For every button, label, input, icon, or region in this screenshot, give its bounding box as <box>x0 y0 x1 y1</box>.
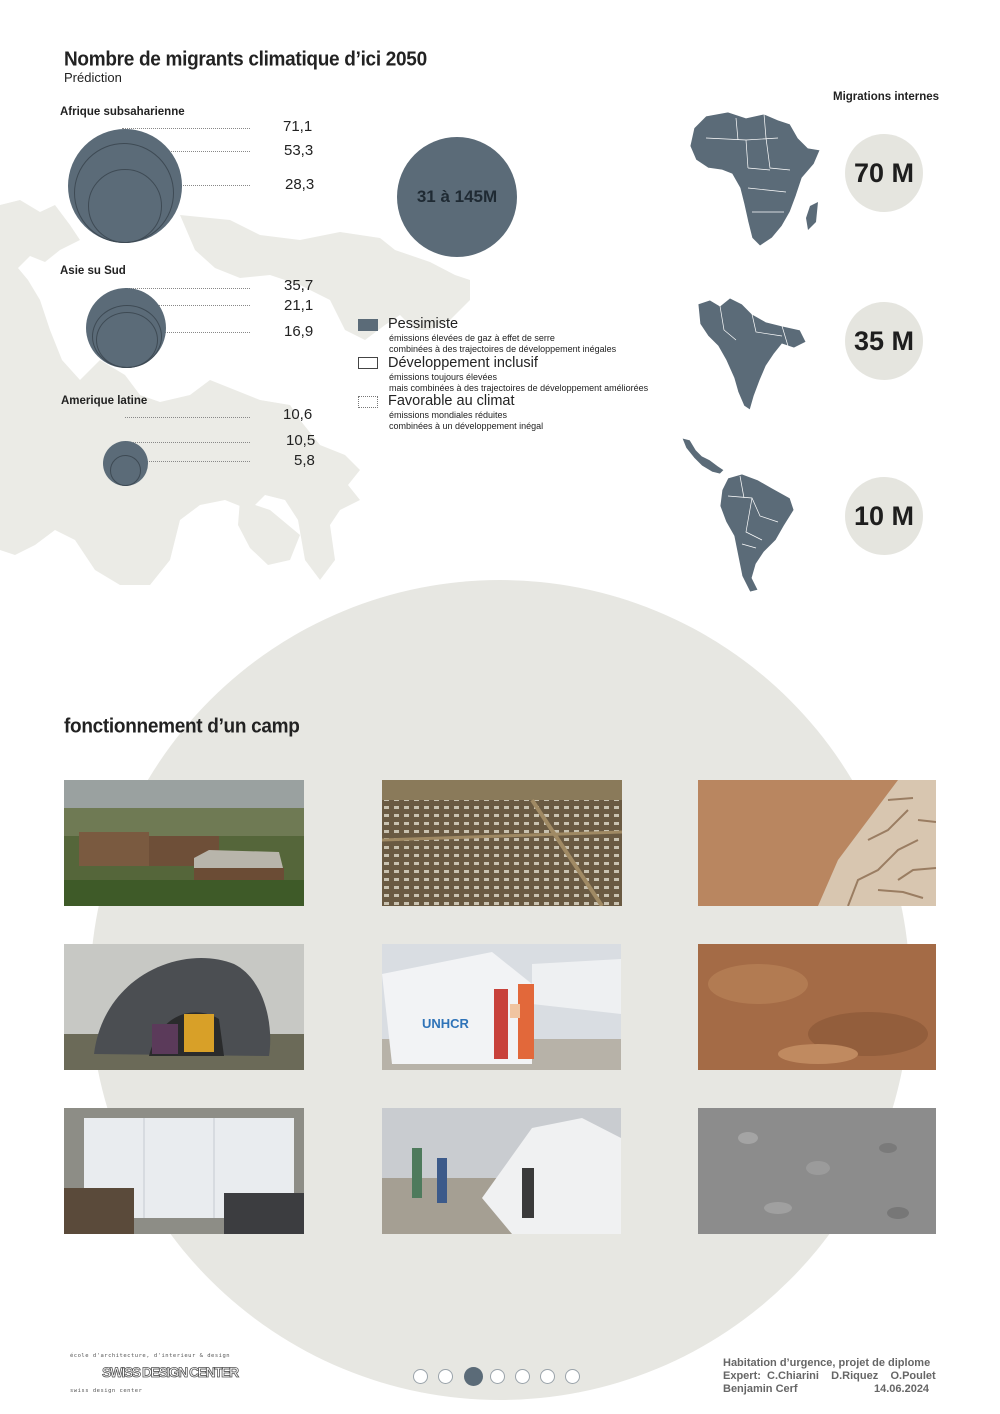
total-bubble <box>397 137 517 257</box>
legend-desc: combinées à un développement inégal <box>389 421 544 431</box>
school-logo: SWISS DESIGN CENTER <box>102 1364 238 1380</box>
photo-gravel-texture <box>698 1108 936 1234</box>
value-pessimiste: 71,1 <box>283 118 313 135</box>
legend-desc: émissions toujours élevées <box>389 372 498 382</box>
legend-desc: émissions mondiales réduites <box>389 410 508 420</box>
svg-text:UNHCR: UNHCR <box>422 1016 469 1031</box>
bubble-favorable <box>110 455 141 486</box>
photo-camp-street <box>382 1108 621 1234</box>
leader-line <box>125 288 250 289</box>
project-title: Habitation d’urgence, projet de diplome <box>723 1357 931 1369</box>
page-dot-1[interactable] <box>413 1369 428 1384</box>
value-inclusif: 53,3 <box>284 142 314 159</box>
legend-title: Pessimiste <box>388 316 459 332</box>
school-tagline: école d'architecture, d'interieur & design <box>70 1353 231 1359</box>
bubble-favorable <box>88 169 162 243</box>
region-label-south-asia: Asie su Sud <box>60 265 126 277</box>
school-caption: swiss design center <box>70 1388 143 1394</box>
leader-line <box>122 128 250 129</box>
photo-earth-texture <box>698 944 936 1070</box>
migration-value-latin-america: 10 M <box>845 477 923 555</box>
page-dot-4[interactable] <box>490 1369 505 1384</box>
legend-swatch-dotted <box>358 396 378 408</box>
page-subtitle: Prédiction <box>64 70 122 85</box>
photo-tarp-shelter <box>64 944 304 1070</box>
value-favorable: 16,9 <box>284 323 314 340</box>
value-pessimiste: 10,6 <box>283 406 313 423</box>
legend-swatch-filled <box>358 319 378 331</box>
experts-line: Expert: C.Chiarini D.Riquez O.Poulet <box>723 1370 936 1382</box>
bubble-favorable <box>96 312 158 368</box>
leader-line <box>158 332 250 333</box>
page-dot-7[interactable] <box>565 1369 580 1384</box>
page-title: Nombre de migrants climatique d’ici 2050 <box>64 48 427 71</box>
total-bubble-label: 31 à 145M <box>416 187 498 206</box>
value-inclusif: 10,5 <box>286 432 316 449</box>
section-title: fonctionnement d’un camp <box>64 715 300 738</box>
leader-line <box>140 461 250 462</box>
africa-map <box>686 108 826 258</box>
photo-unhcr-tent-family <box>382 944 621 1070</box>
date: 14.06.2024 <box>874 1383 930 1395</box>
migration-value-south-asia: 35 M <box>845 302 923 380</box>
latin-america-map <box>680 436 800 596</box>
page-dot-2[interactable] <box>438 1369 453 1384</box>
page-dot-5[interactable] <box>515 1369 530 1384</box>
legend-title: Favorable au climat <box>388 393 515 409</box>
value-pessimiste: 35,7 <box>284 277 314 294</box>
leader-line <box>125 417 250 418</box>
photo-rural-huts <box>64 780 304 906</box>
south-asia-map <box>696 296 808 416</box>
value-favorable: 28,3 <box>285 176 315 193</box>
migration-value-africa: 70 M <box>845 134 923 212</box>
value-inclusif: 21,1 <box>284 297 314 314</box>
author: Benjamin Cerf <box>723 1383 798 1395</box>
photo-cracked-soil <box>698 780 936 906</box>
value-favorable: 5,8 <box>294 452 315 469</box>
region-label-africa: Afrique subsaharienne <box>60 106 185 118</box>
photo-tent-rows <box>64 1108 304 1234</box>
southeast-asia-landmass <box>238 500 300 565</box>
legend-desc: émissions élevées de gaz à effet de serre <box>389 333 555 343</box>
leader-line <box>126 442 250 443</box>
migrations-title: Migrations internes <box>833 91 940 103</box>
page-dot-3-active[interactable] <box>464 1367 483 1386</box>
photo-aerial-camp <box>382 780 622 906</box>
legend-desc: combinées à des trajectoires de développement inégales <box>389 344 617 354</box>
legend-swatch-outline <box>358 357 378 369</box>
page-dot-6[interactable] <box>540 1369 555 1384</box>
legend-desc: mais combinées à des trajectoires de développement améliorées <box>389 383 649 393</box>
region-label-latin-america: Amerique latine <box>61 395 148 407</box>
legend-title: Développement inclusif <box>388 355 538 371</box>
